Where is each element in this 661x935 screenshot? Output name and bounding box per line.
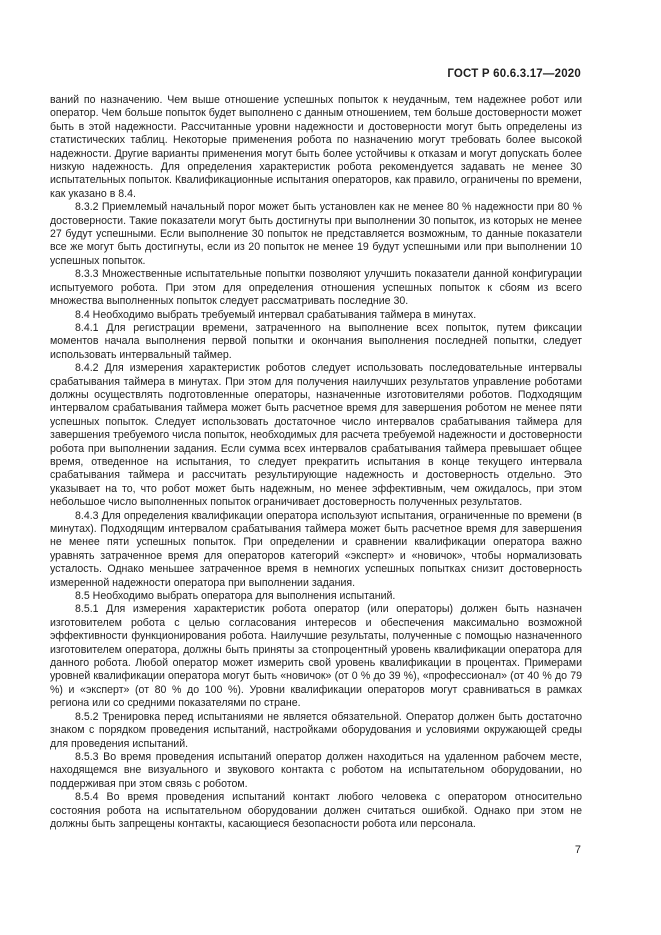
page-number: 7 bbox=[574, 844, 581, 856]
paragraph-8-4-3: 8.4.3 Для определения квалификации оператора используют испытания, ограниченные по времени (в минутах). Подходящим интервалом срабатывания таймера может быть расчетное время для завершения не менее пяти успешных попыток. При определении и сравнении квалификации оператора важно уравнять затраченное время для операторов категорий «эксперт» и «новичок», чтобы нормализовать усталость. Однако меньшее затраченное время в немногих успешных попытках снизит достоверность измеренной надежности оператора при выполнении задания. bbox=[50, 509, 582, 589]
paragraph-8-4: 8.4 Необходимо выбрать требуемый интервал срабатывания таймера в минутах. bbox=[75, 308, 477, 321]
paragraph-8-4-2: 8.4.2 Для измерения характеристик роботов следует использовать последовательные интервалы срабатывания таймера в минутах. При этом для получения наилучших результатов управление роботами должны осуществлять подготовленные операторы, назначенные изготовителями роботов. Подходящим интервалом срабатывания таймера может быть расчетное время для завершения роботом не менее пяти успешных попыток. Следует использовать достаточное число интервалов срабатывания таймера для завершения требуемого числа попыток, необходимых для расчета требуемой надежности и достоверности робота при выполнении задания. Если сумма всех интервалов срабатывания таймера превышает общее время, отведенное на испытания, то следует прекратить испытания в конце текущего интервала срабатывания таймера и рассчитать результирующие надежность и достоверность отдельно. Это указывает на то, что робот может быть надежным, но менее эффективным, чем ожидалось, при этом небольшое число выполненных попыток ограничивает достоверность полученных результатов. bbox=[50, 362, 582, 509]
document-header: ГОСТ Р 60.6.3.17—2020 bbox=[447, 68, 581, 80]
paragraph-8-5-3: 8.5.3 Во время проведения испытаний оператор должен находиться на удаленном рабочем месте, находящемся вне визуального и звукового контакта с роботом на испытательном оборудовании, но поддерживая при этом связь с роботом. bbox=[50, 750, 582, 790]
document-body bbox=[50, 94, 582, 831]
paragraph-8-5-1: 8.5.1 Для измерения характеристик робота оператор (или операторы) должен быть назначен изготовителем робота с целью согласования интересов и обеспечения максимально возможной эффективности функционирования робота. Наилучшие результаты, полученные с помощью назначенного изготовителем оператора, должны быть приняты за стопроцентный уровень квалификации оператора для данного робота. Любой оператор может измерить свой уровень квалификации в процентах. Примерами уровней квалификации оператора могут быть «новичок» (от 0 % до 39 %), «профессионал» (от 40 % до 79 %) и «эксперт» (от 80 % до 100 %). Уровни квалификации операторов могут сравниваться в рамках региона или со средними показателями по стране. bbox=[50, 603, 582, 710]
paragraph-8-5-2: 8.5.2 Тренировка перед испытаниями не является обязательной. Оператор должен быть достаточно знаком с порядком проведения испытаний, настройками оборудования и условиями окружающей среды для проведения испытаний. bbox=[50, 710, 582, 750]
paragraph-8-5-4: 8.5.4 Во время проведения испытаний контакт любого человека с оператором относительно состояния робота на испытательном оборудовании должен считаться ошибкой. Однако при этом не должны быть запрещены контакты, касающиеся безопасности робота или персонала. bbox=[50, 791, 582, 830]
paragraph-continuation: ваний по назначению. Чем выше отношение успешных попыток к неудачным, тем надежнее робот или оператор. Чем больше попыток будет выполнено с данным отношением, тем больше достоверности может быть в этой надежности. Рассчитанные уровни надежности и достоверности могут быть определены из статистических таблиц. Некоторые применения робота по назначению могут требовать более высокой надежности. Другие варианты применения могут быть более устойчивы к отказам и могут допускать более низкую надежность. Для определения характеристик робота рекомендуется задавать не менее 30 испытательных попыток. Квалификационные испытания операторов, как правило, ограничены по времени, как указано в 8.4. bbox=[50, 94, 582, 200]
paragraph-8-3-3: 8.3.3 Множественные испытательные попытки позволяют улучшить показатели данной конфигурации испытуемого робота. При этом для определения отношения успешных попыток к сбоям из всего множества выполненных попыток следует рассматривать последние 30. bbox=[50, 268, 582, 308]
paragraph-8-3-2: 8.3.2 Приемлемый начальный порог может быть установлен как не менее 80 % надежности при 80 % достоверности. Такие показатели могут быть достигнуты при выполнении 30 попыток, из которых не менее 27 будут успешными. Если выполнение 30 попыток не представляется возможным, то данные показатели все же могут быть достигнуты, если из 20 попыток не менее 19 будут успешными или при выполнении 10 успешных попыток. bbox=[50, 201, 582, 267]
paragraph-8-5: 8.5 Необходимо выбрать оператора для выполнения испытаний. bbox=[75, 590, 396, 603]
paragraph-8-4-1: 8.4.1 Для регистрации времени, затраченного на выполнение всех попыток, путем фиксации моментов начала выполнения первой попытки и окончания выполнения последней попытки, следует использовать интервальный таймер. bbox=[50, 321, 582, 361]
